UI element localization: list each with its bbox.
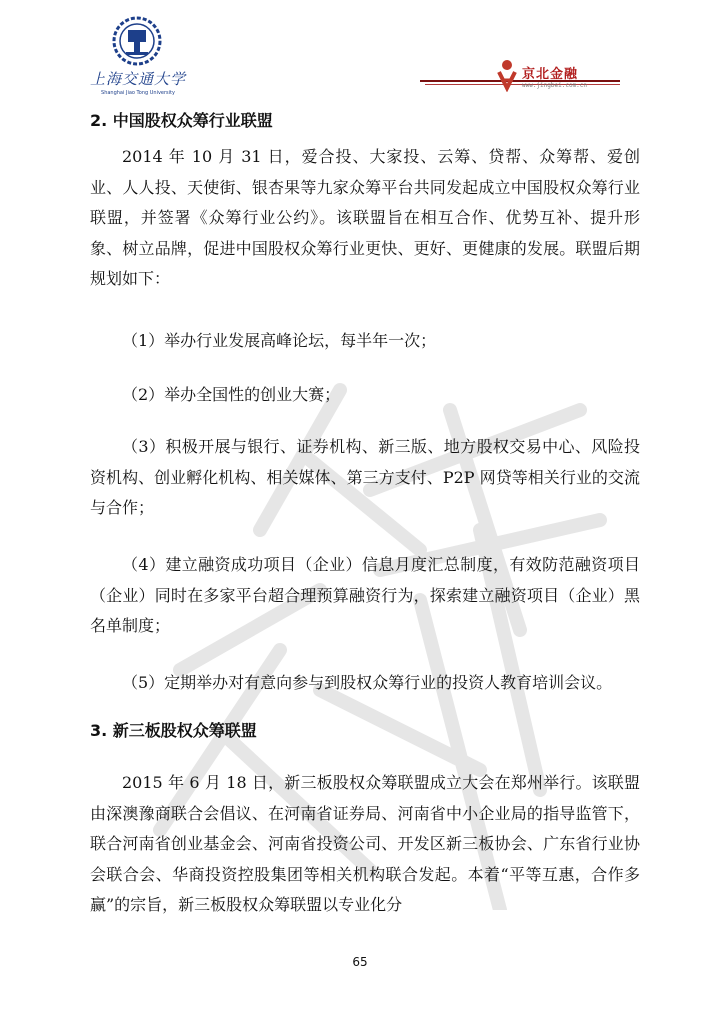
partner-logo xyxy=(496,58,626,98)
plan-item-5: （5）定期举办对有意向参与到股权众筹行业的投资人教育培训会议。 xyxy=(122,673,613,692)
plan-item-2: （2）举办全国性的创业大赛； xyxy=(122,385,341,404)
plan-item-3: （3）积极开展与银行、证券机构、新三版、地方股权交易中心、风险投资机构、创业孵化机构、相关媒体、第三方支付、P2P 网贷等相关行业的交流与合作； xyxy=(90,437,640,517)
section-3-title: 3. 新三板股权众筹联盟 xyxy=(90,721,257,740)
partner-mark-icon xyxy=(496,58,518,92)
section-2-title: 2. 中国股权众筹行业联盟 xyxy=(90,111,273,130)
page-header xyxy=(0,0,720,110)
university-emblem-icon xyxy=(112,16,162,66)
university-logo xyxy=(90,16,186,106)
plan-item-4: （4）建立融资成功项目（企业）信息月度汇总制度，有效防范融资项目（企业）同时在多家平台超合理预算融资行为，探索建立融资项目（企业）黑名单制度； xyxy=(90,555,640,635)
section-2-intro: 2014 年 10 月 31 日，爱合投、大家投、云筹、贷帮、众筹帮、爱创业、人人投、天使街、银杏果等九家众筹平台共同发起成立中国股权众筹行业联盟，并签署《众筹行业公约》。该联盟旨在相互合作、优势互补、提升形象、树立品牌，促进中国股权众筹行业更快、更好、更健康的发展。联盟后期规划如下： xyxy=(90,147,640,288)
partner-name: 京北金融 xyxy=(522,67,579,82)
university-name: 上海交通大学 xyxy=(90,70,187,88)
page-number: 65 xyxy=(352,955,368,969)
partner-url: www.jingbei.com.cn xyxy=(522,82,588,89)
section-3-intro: 2015 年 6 月 18 日，新三板股权众筹联盟成立大会在郑州举行。该联盟由深澳豫商联合会倡议、在河南省证券局、河南省中小企业局的指导监管下，联合河南省创业基金会、河南省投资公司、开发区新三板协会、广东省行业协会联合会、华商投资控股集团等相关机构联合发起。本着“平等互惠，合作多赢”的宗旨，新三板股权众筹联盟以专业化分 xyxy=(90,773,640,914)
university-name-en: Shanghai Jiao Tong University xyxy=(101,90,175,96)
plan-item-1: （1）举办行业发展高峰论坛，每半年一次； xyxy=(122,331,437,350)
